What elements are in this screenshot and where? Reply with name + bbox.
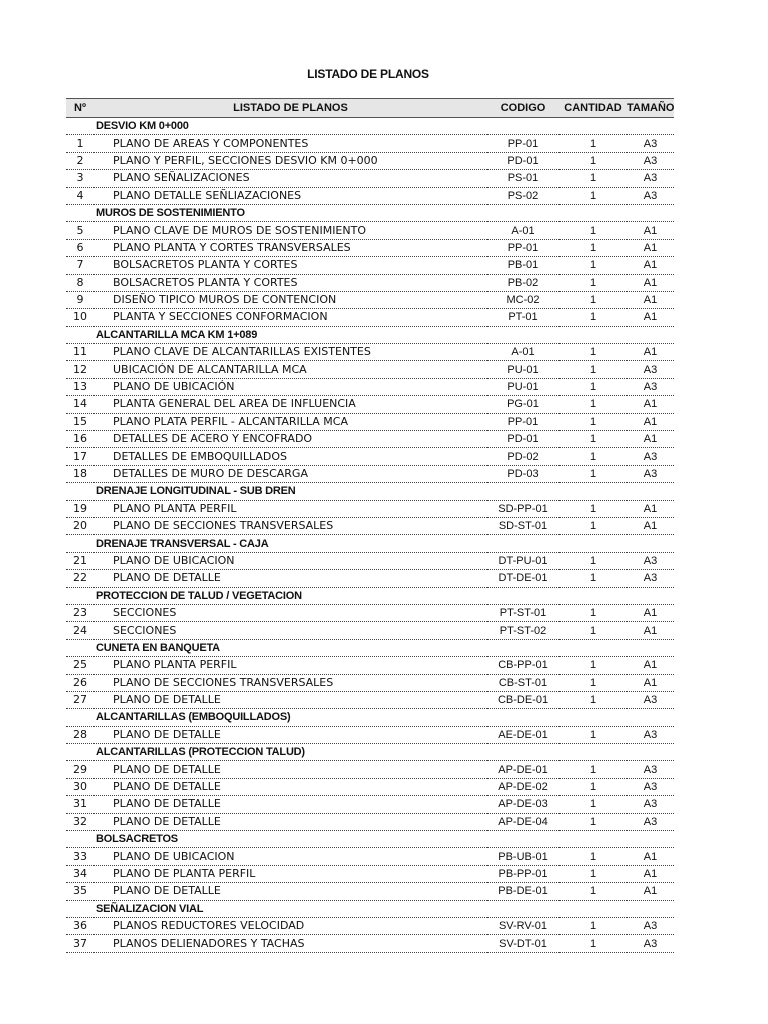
table-row [66, 431, 674, 448]
table-row [66, 378, 674, 395]
row-name: PLANO DE DETALLE [94, 796, 487, 813]
row-code: PU-01 [487, 361, 559, 378]
row-code: PT-01 [487, 309, 559, 326]
row-name: PLANO DE SECCIONES TRANSVERSALES [94, 674, 487, 691]
table-row [66, 761, 674, 778]
row-code: MC-02 [487, 291, 559, 308]
row-name: PLANO DE DETALLE [94, 883, 487, 900]
row-number: 34 [66, 865, 94, 882]
row-quantity: 1 [559, 431, 627, 448]
row-quantity: 1 [559, 552, 627, 569]
section-row [66, 709, 674, 726]
row-code: A-01 [487, 344, 559, 361]
header-size: TAMAÑO [627, 99, 674, 118]
section-number-cell [66, 326, 94, 343]
row-size: A3 [627, 187, 674, 204]
row-name: DISEÑO TIPICO MUROS DE CONTENCION [94, 291, 487, 308]
table-row [66, 726, 674, 743]
row-size: A1 [627, 257, 674, 274]
row-code: CB-ST-01 [487, 674, 559, 691]
row-number: 35 [66, 883, 94, 900]
section-row [66, 744, 674, 761]
row-size: A1 [627, 396, 674, 413]
row-number: 4 [66, 187, 94, 204]
row-code: AP-DE-03 [487, 796, 559, 813]
row-code: PS-02 [487, 187, 559, 204]
row-quantity: 1 [559, 222, 627, 239]
row-code: PD-03 [487, 465, 559, 482]
row-number: 22 [66, 570, 94, 587]
row-number: 14 [66, 396, 94, 413]
section-title: ALCANTARILLAS (EMBOQUILLADOS) [94, 709, 674, 726]
row-quantity: 1 [559, 813, 627, 830]
row-name: PLANO PLANTA PERFIL [94, 500, 487, 517]
row-number: 24 [66, 622, 94, 639]
section-row [66, 900, 674, 917]
row-name: PLANO PLANTA PERFIL [94, 657, 487, 674]
row-quantity: 1 [559, 796, 627, 813]
row-code: DT-DE-01 [487, 570, 559, 587]
table-row [66, 170, 674, 187]
row-code: PB-UB-01 [487, 848, 559, 865]
row-size: A1 [627, 222, 674, 239]
section-title: SEÑALIZACION VIAL [94, 900, 674, 917]
section-row [66, 639, 674, 656]
row-number: 2 [66, 152, 94, 169]
row-quantity: 1 [559, 517, 627, 534]
section-row [66, 831, 674, 848]
row-number: 15 [66, 413, 94, 430]
row-name: PLANO DE UBICACION [94, 552, 487, 569]
row-quantity: 1 [559, 917, 627, 934]
row-name: PLANO DE DETALLE [94, 691, 487, 708]
row-size: A3 [627, 761, 674, 778]
header-code: CODIGO [487, 99, 559, 118]
row-code: AP-DE-01 [487, 761, 559, 778]
row-code: SV-RV-01 [487, 917, 559, 934]
row-code: PD-02 [487, 448, 559, 465]
row-name: PLANO DE UBICACIÓN [94, 378, 487, 395]
row-size: A3 [627, 135, 674, 152]
row-size: A1 [627, 865, 674, 882]
document-title: LISTADO DE PLANOS [307, 67, 429, 81]
section-title: DRENAJE LONGITUDINAL - SUB DREN [94, 483, 674, 500]
row-size: A3 [627, 152, 674, 169]
row-quantity: 1 [559, 170, 627, 187]
row-name: PLANO CLAVE DE ALCANTARILLAS EXISTENTES [94, 344, 487, 361]
row-number: 36 [66, 917, 94, 934]
row-name: PLANO CLAVE DE MUROS DE SOSTENIMIENTO [94, 222, 487, 239]
row-quantity: 1 [559, 239, 627, 256]
section-number-cell [66, 900, 94, 917]
row-code: PT-ST-02 [487, 622, 559, 639]
row-size: A1 [627, 674, 674, 691]
table-row [66, 135, 674, 152]
row-code: PB-02 [487, 274, 559, 291]
row-quantity: 1 [559, 500, 627, 517]
row-size: A1 [627, 291, 674, 308]
row-number: 21 [66, 552, 94, 569]
row-name: SECCIONES [94, 622, 487, 639]
row-number: 7 [66, 257, 94, 274]
row-size: A1 [627, 883, 674, 900]
row-name: BOLSACRETOS PLANTA Y CORTES [94, 257, 487, 274]
section-number-cell [66, 744, 94, 761]
row-size: A3 [627, 778, 674, 795]
row-quantity: 1 [559, 413, 627, 430]
row-name: PLANO DE DETALLE [94, 813, 487, 830]
row-size: A3 [627, 917, 674, 934]
row-quantity: 1 [559, 152, 627, 169]
row-number: 3 [66, 170, 94, 187]
row-name: DETALLES DE ACERO Y ENCOFRADO [94, 431, 487, 448]
row-quantity: 1 [559, 465, 627, 482]
row-name: DETALLES DE MURO DE DESCARGA [94, 465, 487, 482]
table-row [66, 448, 674, 465]
row-size: A3 [627, 813, 674, 830]
table-row [66, 691, 674, 708]
row-size: A1 [627, 622, 674, 639]
row-name: UBICACIÓN DE ALCANTARILLA MCA [94, 361, 487, 378]
section-row [66, 587, 674, 604]
row-size: A3 [627, 170, 674, 187]
row-number: 27 [66, 691, 94, 708]
row-number: 25 [66, 657, 94, 674]
table-row [66, 517, 674, 534]
row-number: 9 [66, 291, 94, 308]
row-code: A-01 [487, 222, 559, 239]
row-quantity: 1 [559, 344, 627, 361]
row-code: PP-01 [487, 135, 559, 152]
row-number: 18 [66, 465, 94, 482]
row-quantity: 1 [559, 622, 627, 639]
row-quantity: 1 [559, 657, 627, 674]
table-row [66, 222, 674, 239]
row-quantity: 1 [559, 761, 627, 778]
row-name: PLANO SEÑALIZACIONES [94, 170, 487, 187]
table-row [66, 152, 674, 169]
section-row [66, 326, 674, 343]
row-code: CB-DE-01 [487, 691, 559, 708]
row-number: 8 [66, 274, 94, 291]
row-size: A1 [627, 517, 674, 534]
row-size: A3 [627, 361, 674, 378]
row-size: A3 [627, 726, 674, 743]
row-size: A3 [627, 378, 674, 395]
row-quantity: 1 [559, 865, 627, 882]
table-row [66, 674, 674, 691]
section-title: ALCANTARILLA MCA KM 1+089 [94, 326, 674, 343]
row-size: A1 [627, 604, 674, 621]
row-name: PLANO DE AREAS Y COMPONENTES [94, 135, 487, 152]
row-name: PLANOS REDUCTORES VELOCIDAD [94, 917, 487, 934]
header-row [66, 99, 674, 118]
table-row [66, 657, 674, 674]
row-code: PP-01 [487, 239, 559, 256]
row-size: A3 [627, 465, 674, 482]
row-size: A3 [627, 796, 674, 813]
row-quantity: 1 [559, 361, 627, 378]
row-number: 31 [66, 796, 94, 813]
section-title: DESVIO KM 0+000 [94, 118, 674, 135]
row-number: 33 [66, 848, 94, 865]
section-number-cell [66, 483, 94, 500]
row-size: A1 [627, 344, 674, 361]
row-quantity: 1 [559, 274, 627, 291]
row-name: PLANO DE DETALLE [94, 761, 487, 778]
row-name: PLANO DE PLANTA PERFIL [94, 865, 487, 882]
row-code: PU-01 [487, 378, 559, 395]
section-number-cell [66, 639, 94, 656]
section-row [66, 118, 674, 135]
row-size: A3 [627, 935, 674, 952]
table-row [66, 257, 674, 274]
table-row [66, 778, 674, 795]
row-name: PLANO DE DETALLE [94, 778, 487, 795]
section-number-cell [66, 709, 94, 726]
row-quantity: 1 [559, 935, 627, 952]
row-code: PD-01 [487, 431, 559, 448]
drawings-list-table [66, 98, 674, 953]
row-size: A3 [627, 691, 674, 708]
row-number: 28 [66, 726, 94, 743]
row-quantity: 1 [559, 309, 627, 326]
row-number: 26 [66, 674, 94, 691]
row-number: 20 [66, 517, 94, 534]
row-number: 19 [66, 500, 94, 517]
row-quantity: 1 [559, 726, 627, 743]
row-number: 16 [66, 431, 94, 448]
row-quantity: 1 [559, 883, 627, 900]
section-title: DRENAJE TRANSVERSAL - CAJA [94, 535, 674, 552]
table-row [66, 552, 674, 569]
row-code: SD-PP-01 [487, 500, 559, 517]
table-body [66, 118, 674, 953]
section-row [66, 204, 674, 221]
row-number: 5 [66, 222, 94, 239]
row-size: A1 [627, 309, 674, 326]
row-code: AE-DE-01 [487, 726, 559, 743]
row-code: CB-PP-01 [487, 657, 559, 674]
table-row [66, 848, 674, 865]
row-number: 1 [66, 135, 94, 152]
table-row [66, 361, 674, 378]
row-name: PLANTA Y SECCIONES CONFORMACION [94, 309, 487, 326]
table-row [66, 187, 674, 204]
row-name: PLANO DE SECCIONES TRANSVERSALES [94, 517, 487, 534]
row-number: 23 [66, 604, 94, 621]
header-number: Nº [66, 99, 94, 118]
section-title: CUNETA EN BANQUETA [94, 639, 674, 656]
table-row [66, 865, 674, 882]
row-code: PP-01 [487, 413, 559, 430]
row-number: 13 [66, 378, 94, 395]
section-row [66, 483, 674, 500]
row-name: PLANO PLATA PERFIL - ALCANTARILLA MCA [94, 413, 487, 430]
header-name: LISTADO DE PLANOS [94, 99, 487, 118]
table-row [66, 917, 674, 934]
section-number-cell [66, 831, 94, 848]
row-name: BOLSACRETOS PLANTA Y CORTES [94, 274, 487, 291]
table-row [66, 813, 674, 830]
table-row [66, 344, 674, 361]
table-row [66, 274, 674, 291]
row-quantity: 1 [559, 135, 627, 152]
section-title: PROTECCION DE TALUD / VEGETACION [94, 587, 674, 604]
row-quantity: 1 [559, 448, 627, 465]
row-number: 32 [66, 813, 94, 830]
row-number: 29 [66, 761, 94, 778]
row-number: 10 [66, 309, 94, 326]
row-quantity: 1 [559, 378, 627, 395]
row-size: A1 [627, 431, 674, 448]
section-number-cell [66, 204, 94, 221]
row-size: A3 [627, 570, 674, 587]
row-name: SECCIONES [94, 604, 487, 621]
row-size: A1 [627, 274, 674, 291]
row-name: DETALLES DE EMBOQUILLADOS [94, 448, 487, 465]
table-row [66, 622, 674, 639]
section-number-cell [66, 118, 94, 135]
row-size: A1 [627, 500, 674, 517]
section-number-cell [66, 587, 94, 604]
section-row [66, 535, 674, 552]
table-row [66, 465, 674, 482]
table-row [66, 796, 674, 813]
row-quantity: 1 [559, 778, 627, 795]
row-code: SV-DT-01 [487, 935, 559, 952]
row-name: PLANO DE DETALLE [94, 726, 487, 743]
row-size: A3 [627, 552, 674, 569]
row-quantity: 1 [559, 396, 627, 413]
table-row [66, 239, 674, 256]
row-code: AP-DE-02 [487, 778, 559, 795]
row-quantity: 1 [559, 570, 627, 587]
row-code: PS-01 [487, 170, 559, 187]
table-row [66, 396, 674, 413]
row-size: A1 [627, 413, 674, 430]
section-number-cell [66, 535, 94, 552]
row-code: PD-01 [487, 152, 559, 169]
table-row [66, 309, 674, 326]
row-number: 11 [66, 344, 94, 361]
row-name: PLANO DE DETALLE [94, 570, 487, 587]
row-number: 30 [66, 778, 94, 795]
row-quantity: 1 [559, 257, 627, 274]
row-name: PLANO PLANTA Y CORTES TRANSVERSALES [94, 239, 487, 256]
row-code: PG-01 [487, 396, 559, 413]
header-quantity: CANTIDAD [559, 99, 627, 118]
section-title: MUROS DE SOSTENIMIENTO [94, 204, 674, 221]
row-quantity: 1 [559, 691, 627, 708]
row-quantity: 1 [559, 604, 627, 621]
row-name: PLANTA GENERAL DEL AREA DE INFLUENCIA [94, 396, 487, 413]
row-number: 37 [66, 935, 94, 952]
table-row [66, 413, 674, 430]
row-code: PB-DE-01 [487, 883, 559, 900]
row-code: PB-PP-01 [487, 865, 559, 882]
row-code: AP-DE-04 [487, 813, 559, 830]
section-title: BOLSACRETOS [94, 831, 674, 848]
row-quantity: 1 [559, 674, 627, 691]
row-name: PLANO Y PERFIL, SECCIONES DESVIO KM 0+000 [94, 152, 487, 169]
table-row [66, 570, 674, 587]
table-header [66, 99, 674, 118]
row-code: PT-ST-01 [487, 604, 559, 621]
row-size: A1 [627, 239, 674, 256]
row-name: PLANOS DELIENADORES Y TACHAS [94, 935, 487, 952]
row-size: A3 [627, 448, 674, 465]
row-code: DT-PU-01 [487, 552, 559, 569]
row-number: 17 [66, 448, 94, 465]
row-number: 12 [66, 361, 94, 378]
row-name: PLANO DE UBICACION [94, 848, 487, 865]
table-row [66, 935, 674, 952]
row-name: PLANO DETALLE SEÑLIAZACIONES [94, 187, 487, 204]
table-row [66, 883, 674, 900]
row-quantity: 1 [559, 187, 627, 204]
table-row [66, 291, 674, 308]
row-code: SD-ST-01 [487, 517, 559, 534]
table-row [66, 604, 674, 621]
row-code: PB-01 [487, 257, 559, 274]
section-title: ALCANTARILLAS (PROTECCION TALUD) [94, 744, 674, 761]
row-quantity: 1 [559, 848, 627, 865]
row-quantity: 1 [559, 291, 627, 308]
row-number: 6 [66, 239, 94, 256]
table-row [66, 500, 674, 517]
row-size: A1 [627, 848, 674, 865]
row-size: A1 [627, 657, 674, 674]
